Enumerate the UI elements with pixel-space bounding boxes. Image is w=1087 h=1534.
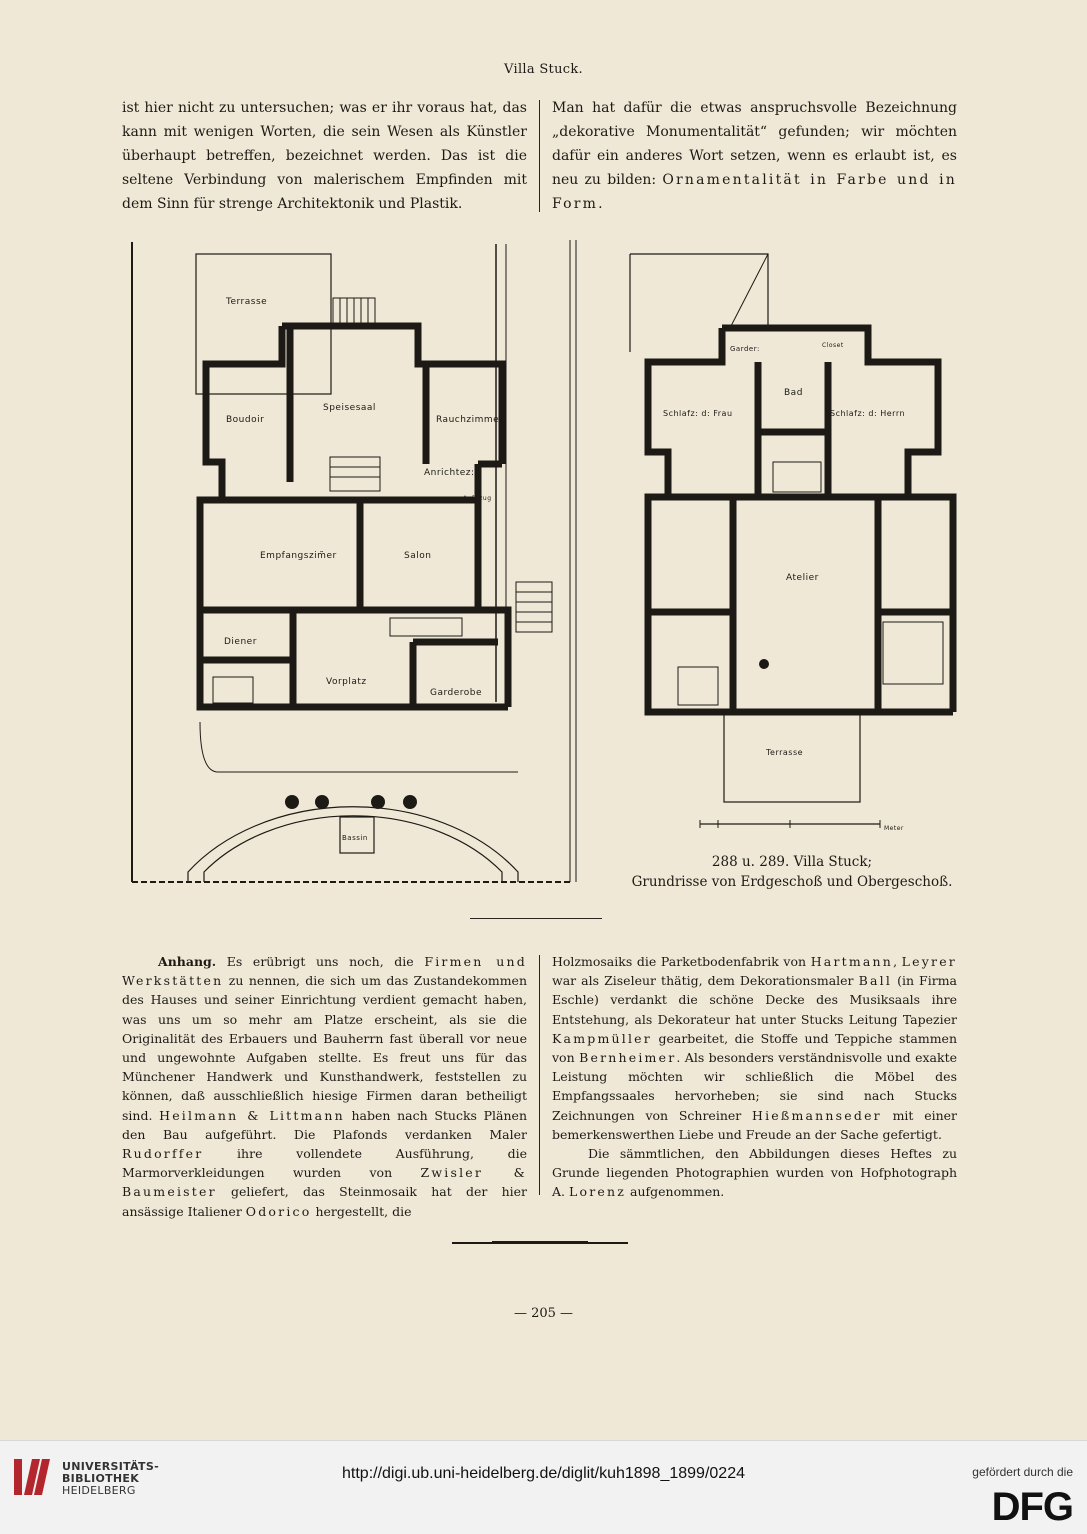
- emphasized-text: Kampmüller: [552, 1030, 652, 1046]
- text-run: Es erübrigt uns noch, die: [216, 954, 425, 969]
- emphasized-text: Ornamentalität in Farbe und in Form.: [552, 172, 957, 212]
- institution-line: BIBLIOTHEK: [62, 1472, 140, 1485]
- section-lead: Anhang.: [158, 954, 217, 969]
- funded-by-label: gefördert durch die: [972, 1465, 1073, 1479]
- emphasized-text: Bernheimer: [579, 1050, 677, 1066]
- text-run: Die sämmtlichen, den Abbildungen dieses Heftes zu Grunde liegenden Photographien wurden von Hofphotograph A.: [552, 1146, 957, 1200]
- plan-label-schlafzimmer-herrn: Schlafz: d: Herrn: [830, 409, 906, 418]
- plan-label-boudoir: Boudoir: [226, 415, 265, 425]
- running-title: Villa Stuck.: [504, 62, 583, 77]
- text-run: gearbeitet, die Stoffe und Teppiche stammen von: [552, 1030, 957, 1066]
- institution-line: HEIDELBERG: [62, 1484, 136, 1497]
- plan-label-schlafzimmer-frau: Schlafz: d: Frau: [663, 409, 733, 418]
- bottom-right-column: [552, 952, 957, 1202]
- column-divider: [539, 100, 540, 212]
- top-left-column: [122, 96, 527, 216]
- paragraph: ist hier nicht zu untersuchen; was er ihr voraus hat, das kann mit wenigen Worten, die sein Wesen als Künstler überhaupt betreffen, bezeichnet werden. Das ist die seltene Verbindung von malerischem Empfinden mit dem Sinn für strenge Architektonik und Plastik.: [122, 100, 527, 212]
- figure-caption: [622, 852, 962, 892]
- text-run: hergestellt, die: [311, 1203, 412, 1219]
- plan-label-atelier: Atelier: [786, 573, 819, 583]
- paragraph: [122, 952, 527, 1221]
- caption-line-1: 288 u. 289. Villa Stuck;: [711, 854, 873, 870]
- column-divider: [539, 955, 540, 1195]
- institution-line: UNIVERSITÄTS-: [62, 1460, 159, 1473]
- paragraph: [552, 952, 957, 1144]
- text-run: mit einer bemerkenswerthen Liebe und Freude an der Sache gefertigt.: [552, 1107, 958, 1142]
- caption-line-2: Grundrisse von Erdgeschoß und Obergeschoß.: [631, 874, 953, 890]
- emphasized-text: Odorico: [245, 1203, 312, 1219]
- plan-label-garderobe-upper: Garder:: [730, 345, 760, 353]
- text-run: war als Ziseleur thätig, dem Dekorationsmaler: [552, 973, 859, 989]
- plan-label-terrasse: Terrasse: [226, 297, 268, 307]
- text-run: ihre vollendete Ausführung, die Marmorverkleidungen wurden von: [122, 1146, 527, 1181]
- text-run: haben nach Stucks Plänen den Bau aufgeführt. Die Plafonds verdanken Maler: [122, 1107, 527, 1142]
- dfg-logo: DFG: [991, 1485, 1073, 1529]
- plan-label-empfangszimmer: Empfangszim̃er: [260, 551, 337, 561]
- plan-label-vorplatz: Vorplatz: [326, 677, 367, 687]
- text-run: ,: [893, 954, 902, 969]
- text-run: . Als besonders verständnisvolle und exakte Leistung möchten wir schließlich die Möbel des Empfangssaales hervorheben; sie sind nach Stucks Zeichnungen von Schreiner: [552, 1050, 957, 1123]
- text-run: (in Firma Eschle) verdankt die schöne Decke des Musiksaals ihre Entstehung, als Dekorateur hat unter Stucks Leitung Tapezier: [552, 973, 957, 1027]
- emphasized-text: Firmen und Werkstätten: [122, 954, 527, 989]
- permalink-url[interactable]: http://digi.ub.uni-heidelberg.de/diglit/kuh1898_1899/0224: [342, 1465, 745, 1482]
- page-number: — 205 —: [513, 1306, 574, 1321]
- plan-label-speisesaal: Speisesaal: [323, 403, 376, 413]
- digitization-footer: [0, 1440, 1087, 1534]
- text-run: Holzmosaiks die Parketbodenfabrik von: [552, 954, 811, 969]
- text-run: zu nennen, die sich um das Zustandekommen des Hauses und seiner Einrichtung verdient gemacht haben, was uns um so mehr am Platze erscheint, als sie die Originalität des Erbauers und Bauherrn fast überall vor neue und ungewohnte Aufgaben stellte. Es freut uns für das Münchener Handwerk und Kunsthandwerk, feststellen zu können, daß ausschließlich hiesige Firmen daran betheiligt sind.: [122, 973, 527, 1123]
- emphasized-text: Lorenz: [568, 1184, 627, 1200]
- paragraph-text: Man hat dafür die etwas anspruchsvolle Bezeichnung „dekorative Monumentalität“ gefunden; wir möchten dafür ein anderes Wort setzen, wenn es erlaubt ist, es neu zu bilden:: [552, 100, 957, 188]
- paragraph: [552, 96, 957, 216]
- plan-label-garderobe: Garderobe: [430, 688, 483, 698]
- emphasized-text: Heilmann & Littmann: [159, 1107, 345, 1123]
- plan-label-closet: Closet: [822, 342, 844, 349]
- paragraph: [552, 1144, 957, 1202]
- plan-label-aufzug: Auf- zug: [463, 495, 492, 502]
- section-separator: [470, 918, 602, 919]
- plan-label-terrasse-upper: Terrasse: [766, 748, 804, 757]
- floor-plans-figure: [118, 232, 968, 892]
- text-run: geliefert, das Steinmosaik hat der hier ansässige Italiener: [122, 1184, 527, 1219]
- plan-label-anrichtezimmer: Anrichtez:: [424, 468, 475, 478]
- plan-label-bad: Bad: [784, 388, 803, 398]
- plan-label-bassin: Bassin: [342, 834, 368, 842]
- emphasized-text: Zwisler & Baumeister: [122, 1165, 527, 1200]
- emphasized-text: Hießmannseder: [752, 1107, 882, 1123]
- text-run: aufgenommen.: [626, 1184, 725, 1200]
- bottom-left-column: [122, 952, 527, 1221]
- plan-label-rauchzimmer: Rauchzimmer: [436, 415, 504, 425]
- emphasized-text: Rudorffer: [122, 1146, 204, 1162]
- plan-label-diener: Diener: [224, 637, 257, 647]
- end-ornament: [452, 1242, 628, 1244]
- plan-label-salon: Salon: [404, 551, 432, 561]
- top-right-column: [552, 96, 957, 216]
- emphasized-text: Ball: [858, 973, 893, 989]
- emphasized-text: Hartmann: [810, 954, 894, 969]
- emphasized-text: Leyrer: [901, 954, 957, 969]
- scale-label: Meter: [884, 825, 904, 832]
